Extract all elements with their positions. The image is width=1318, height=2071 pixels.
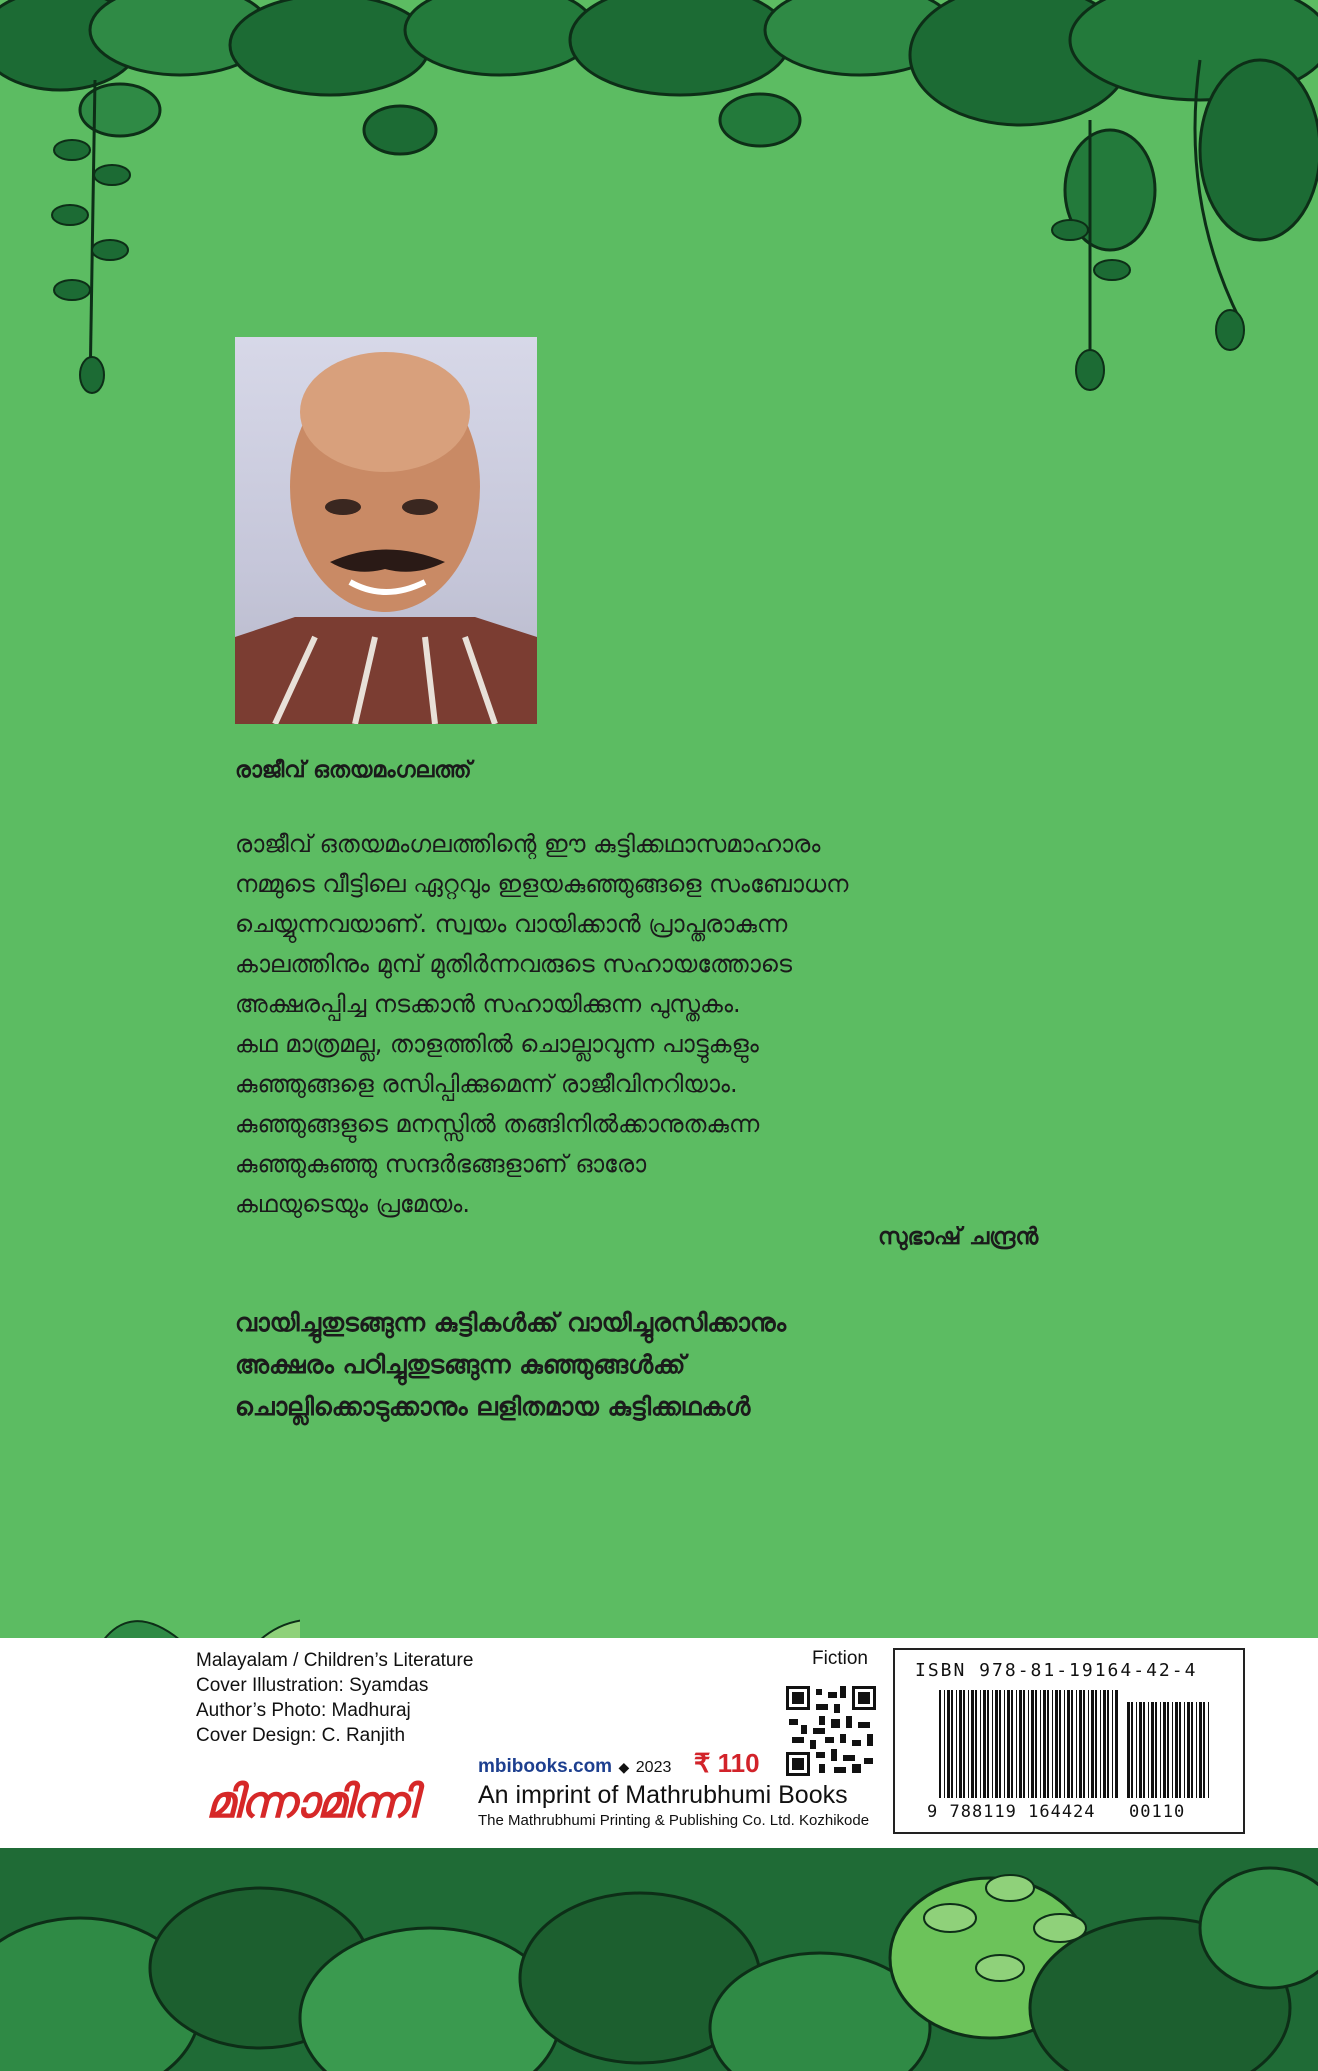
barcode-bar	[1172, 1702, 1173, 1798]
barcode-bar	[1203, 1702, 1205, 1798]
isbn-barcode-box	[893, 1648, 1245, 1834]
barcode-bar	[1208, 1702, 1209, 1798]
blurb-line: കുഞ്ഞുങ്ങളെ രസിപ്പിക്കുമെന്ന് രാജീവിനറിയാം.	[235, 1070, 738, 1098]
price: ₹ 110	[693, 1748, 760, 1778]
barcode-bar	[1179, 1702, 1181, 1798]
barcode-bar	[1047, 1690, 1049, 1798]
barcode-bar	[1083, 1690, 1085, 1798]
blurb-line: കഥയുടെയും പ്രമേയം.	[235, 1190, 470, 1218]
barcode-bar	[983, 1690, 986, 1798]
barcode-bar	[1040, 1690, 1041, 1798]
barcode-bar	[971, 1690, 974, 1798]
barcode-addon	[1127, 1702, 1211, 1798]
barcode-bar	[1004, 1690, 1005, 1798]
barcode-bar	[995, 1690, 998, 1798]
barcode-bar	[1191, 1702, 1193, 1798]
barcode-bar	[1091, 1690, 1094, 1798]
barcode-bar	[1151, 1702, 1154, 1798]
blurb-line: കഥ മാത്രമല്ല, താളത്തിൽ ചൊല്ലാവുന്ന പാട്ടുകളും	[235, 1030, 759, 1058]
barcode-bar	[1175, 1702, 1178, 1798]
minnaminni-logo: മിന്നാമിന്നി	[206, 1777, 416, 1828]
barcode-bar	[1148, 1702, 1149, 1798]
tagline-line: വായിച്ചുതുടങ്ങുന്ന കുട്ടികൾക്ക് വായിച്ചുരസിക്കാനും	[235, 1308, 787, 1337]
blurb-line: കുഞ്ഞുകുഞ്ഞു സന്ദർഭങ്ങളാണ് ഓരോ	[235, 1150, 647, 1178]
barcode-bar	[1016, 1690, 1017, 1798]
barcode-bar	[1043, 1690, 1046, 1798]
barcode-bar	[1100, 1690, 1101, 1798]
imprint-block	[478, 1781, 869, 1829]
barcode-bar	[956, 1690, 957, 1798]
blurb-line: രാജീവ് ഒതയമംഗലത്തിന്റെ ഈ കുട്ടിക്കഥാസമാഹാരം	[235, 830, 821, 858]
barcode-bar	[1023, 1690, 1025, 1798]
barcode-bar	[944, 1690, 945, 1798]
barcode-bar	[1103, 1690, 1106, 1798]
barcode-bar	[980, 1690, 981, 1798]
barcode-bar	[1031, 1690, 1034, 1798]
barcode-bar	[1107, 1690, 1109, 1798]
barcode-bar	[975, 1690, 977, 1798]
barcode-bar	[963, 1690, 965, 1798]
barcode-bar	[987, 1690, 989, 1798]
barcode-bar	[1199, 1702, 1202, 1798]
barcode-bar	[1196, 1702, 1197, 1798]
company-line: The Mathrubhumi Printing & Publishing Co. Ltd. Kozhikode	[478, 1812, 870, 1829]
credit-category: Malayalam / Children’s Literature	[196, 1650, 474, 1671]
barcode-bar	[1071, 1690, 1073, 1798]
barcode-bar	[1160, 1702, 1161, 1798]
barcode-bar	[999, 1690, 1001, 1798]
credits-block	[196, 1648, 473, 1748]
barcode-bar	[1064, 1690, 1065, 1798]
publisher-website[interactable]: mbibooks.com	[478, 1756, 613, 1777]
author-name: രാജീവ് ഒതയമംഗലത്ത്	[235, 758, 472, 783]
barcode-bar	[1067, 1690, 1070, 1798]
top-foliage-decoration	[0, 0, 1318, 400]
barcode-bar	[1139, 1702, 1142, 1798]
credit-photo: Author’s Photo: Madhuraj	[196, 1700, 411, 1721]
tagline-line: അക്ഷരം പഠിച്ചുതുടങ്ങുന്ന കുഞ്ഞുങ്ങൾക്ക്	[235, 1350, 686, 1379]
barcode-bar	[1155, 1702, 1157, 1798]
diamond-separator: ◆	[618, 1759, 630, 1775]
barcode-bar	[1187, 1702, 1190, 1798]
barcode-bar	[1079, 1690, 1082, 1798]
barcode-bar	[1028, 1690, 1029, 1798]
author-photo	[235, 337, 537, 724]
barcode-bar	[1052, 1690, 1053, 1798]
barcode-bar	[1136, 1702, 1137, 1798]
addon-digits: 00110	[1129, 1802, 1186, 1822]
barcode-bar	[1076, 1690, 1077, 1798]
credit-design: Cover Design: C. Ranjith	[196, 1725, 406, 1746]
barcode-bar	[1184, 1702, 1185, 1798]
blurb-line: ചെയ്യുന്നവയാണ്. സ്വയം വായിക്കാൻ പ്രാപ്തരാകുന്ന	[235, 910, 788, 938]
qr-code	[786, 1686, 876, 1776]
blurb-line: കുഞ്ഞുങ്ങളുടെ മനസ്സിൽ തങ്ങിനിൽക്കാനുതകുന്ന	[235, 1110, 760, 1138]
bottom-foliage-decoration	[0, 1848, 1318, 2071]
barcode-bar	[939, 1690, 941, 1798]
barcode-bar	[1035, 1690, 1037, 1798]
publication-year: 2023	[635, 1759, 672, 1776]
barcode-bar	[1055, 1690, 1058, 1798]
barcode-digits: 9 788119 164424	[927, 1802, 1096, 1822]
barcode-bar	[1115, 1690, 1118, 1798]
barcode-bar	[1011, 1690, 1013, 1798]
barcode-bar	[992, 1690, 993, 1798]
blurb-signature: സുഭാഷ് ചന്ദ്രൻ	[878, 1224, 1039, 1250]
barcode-bar	[959, 1690, 962, 1798]
credit-illustration: Cover Illustration: Syamdas	[196, 1675, 429, 1696]
barcode-bar	[1112, 1690, 1113, 1798]
barcode-main	[939, 1690, 1119, 1798]
imprint-line: An imprint of Mathrubhumi Books	[478, 1781, 848, 1809]
genre-label: Fiction	[812, 1648, 868, 1669]
barcode-bar	[1019, 1690, 1022, 1798]
barcode-bar	[1163, 1702, 1166, 1798]
blurb-line: കാലത്തിനും മുമ്പ് മുതിർന്നവരുടെ സഹായത്തോടെ	[235, 950, 793, 978]
blurb-text	[235, 824, 1115, 1224]
blurb-line: നമ്മുടെ വീട്ടിലെ ഏറ്റവും ഇളയകുഞ്ഞുങ്ങളെ സംബോധന	[235, 870, 849, 898]
tagline	[235, 1302, 786, 1428]
isbn-label: ISBN 978-81-19164-42-4	[915, 1660, 1198, 1681]
barcode-bar	[1059, 1690, 1061, 1798]
barcode-bar	[1095, 1690, 1097, 1798]
barcode-bar	[1088, 1690, 1089, 1798]
barcode-bar	[1167, 1702, 1169, 1798]
barcode-bar	[1131, 1702, 1133, 1798]
barcode-bar	[947, 1690, 950, 1798]
blurb-line: അക്ഷരപ്പിച്ച നടക്കാൻ സഹായിക്കുന്ന പുസ്തകം.	[235, 990, 741, 1018]
barcode-bar	[968, 1690, 969, 1798]
barcode-bar	[951, 1690, 953, 1798]
price-line	[478, 1748, 760, 1779]
tagline-line: ചൊല്ലിക്കൊടുക്കാനും ലളിതമായ കുട്ടിക്കഥകൾ	[235, 1392, 751, 1421]
barcode-bar	[1127, 1702, 1130, 1798]
barcode-bar	[1143, 1702, 1145, 1798]
barcode-bar	[1007, 1690, 1010, 1798]
